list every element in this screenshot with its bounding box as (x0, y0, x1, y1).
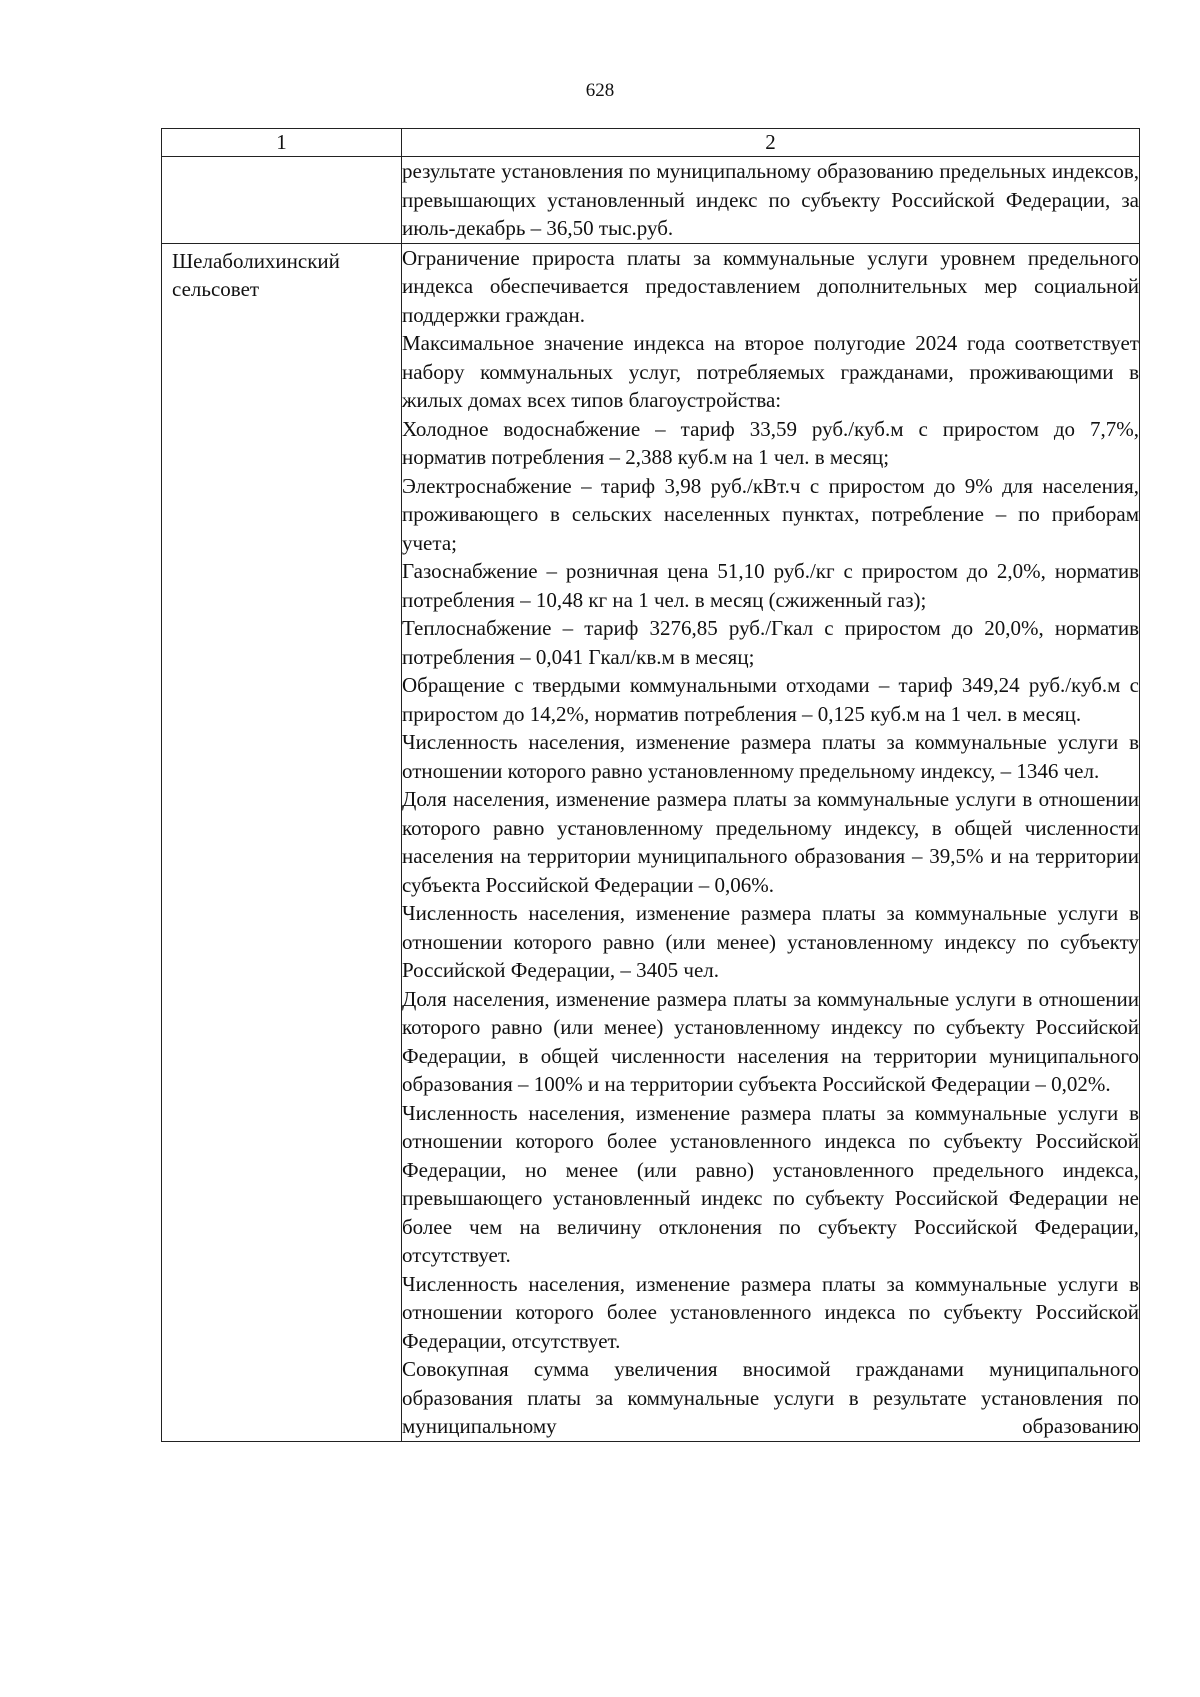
table-row-municipality (162, 243, 1140, 1441)
paragraph: Численность населения, изменение размера платы за коммунальные услуги в отношении которого более установленного индекса по субъекту Российской Федерации, но менее (или равно) установленного предельного индекса, превышающего установленный индекс по субъекту Российской Федерации не более чем на величину отклонения по субъекту Российской Федерации, отсутствует. (402, 1100, 1139, 1267)
municipality-name: Шелаболихинский сельсовет (172, 248, 340, 301)
paragraph: Численность населения, изменение размера платы за коммунальные услуги в отношении которого равно установленному предельному индексу, – 1346 чел. (402, 730, 1139, 783)
paragraph: Ограничение прироста платы за коммунальные услуги уровнем предельного индекса обеспечивается предоставлением дополнительных мер социальной поддержки граждан. (402, 245, 1139, 327)
tariff-table (161, 128, 1140, 1442)
column-header-1: 1 (162, 129, 402, 157)
empty-cell (162, 157, 402, 244)
paragraph: Численность населения, изменение размера платы за коммунальные услуги в отношении которого более установленного индекса по субъекту Российской Федерации, отсутствует. (402, 1271, 1139, 1353)
paragraph: Электроснабжение – тариф 3,98 руб./кВт.ч с приростом до 9% для населения, проживающего в сельских населенных пунктах, потребление – по приборам учета; (402, 473, 1139, 555)
paragraph: Доля населения, изменение размера платы за коммунальные услуги в отношении которого равно установленному предельному индексу, в общей численности населения на территории муниципального образования – 39,5% и на территории субъекта Российской Федерации – 0,06%. (402, 787, 1139, 897)
paragraph: Доля населения, изменение размера платы за коммунальные услуги в отношении которого равно (или менее) установленному индексу по субъекту Российской Федерации, в общей численности населения на территории муниципального образования – 100% и на территории субъекта Российской Федерации – 0,02%. (402, 986, 1139, 1096)
paragraph: Обращение с твердыми коммунальными отходами – тариф 349,24 руб./куб.м с приростом до 14,2%, норматив потребления – 0,125 куб.м на 1 чел. в месяц. (402, 673, 1139, 726)
page-number: 628 (585, 80, 615, 101)
table-header-row (162, 129, 1140, 157)
paragraph: Теплоснабжение – тариф 3276,85 руб./Гкал с приростом до 20,0%, норматив потребления – 0,041 Гкал/кв.м в месяц; (402, 616, 1139, 669)
description-cell (402, 243, 1140, 1441)
paragraph: Газоснабжение – розничная цена 51,10 руб./кг с приростом до 2,0%, норматив потребления – 10,48 кг на 1 чел. в месяц (сжиженный газ); (402, 559, 1139, 612)
paragraph: Численность населения, изменение размера платы за коммунальные услуги в отношении которого равно (или менее) установленному индексу по субъекту Российской Федерации, – 3405 чел. (402, 901, 1139, 982)
continuation-paragraph: результате установления по муниципальному образованию предельных индексов, превышающих установленный индекс по субъекту Российской Федерации, за июль-декабрь – 36,50 тыс.руб. (402, 159, 1139, 240)
continuation-cell (402, 157, 1140, 244)
paragraph: Холодное водоснабжение – тариф 33,59 руб./куб.м с приростом до 7,7%, норматив потребления – 2,388 куб.м на 1 чел. в месяц; (402, 416, 1139, 469)
table-row-continuation (162, 157, 1140, 244)
paragraph: Максимальное значение индекса на второе полугодие 2024 года соответствует набору коммунальных услуг, потребляемых гражданами, проживающими в жилых домах всех типов благоустройства: (402, 331, 1139, 412)
paragraph: Совокупная сумма увеличения вносимой гражданами муниципального образования платы за коммунальные услуги в результате установления по муниципальному образованию (402, 1357, 1139, 1438)
column-header-2: 2 (402, 129, 1140, 157)
municipality-cell (162, 243, 402, 1441)
